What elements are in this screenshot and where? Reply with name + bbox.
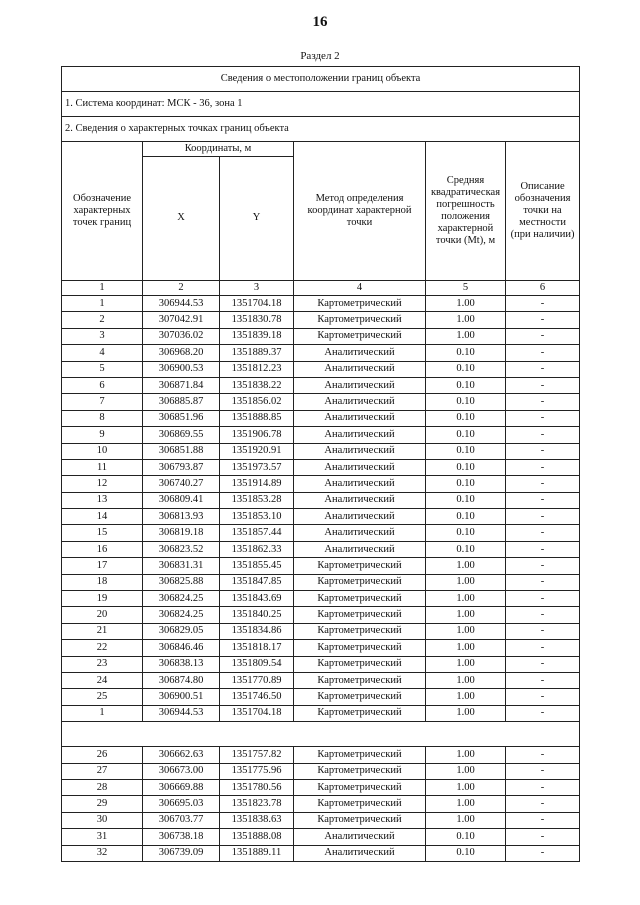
cell-method: Картометрический [294,779,426,795]
coordinate-system-text: 1. Система координат: МСК - 36, зона 1 [62,92,580,117]
cell-point-number: 32 [62,845,143,861]
cell-description: - [506,394,580,410]
coordinate-system-row [62,92,580,117]
cell-description: - [506,574,580,590]
cell-point-number: 21 [62,623,143,639]
cell-x: 306738.18 [143,829,220,845]
cell-accuracy: 0.10 [426,410,506,426]
cell-method: Аналитический [294,525,426,541]
cell-point-number: 9 [62,427,143,443]
cell-description: - [506,361,580,377]
cell-description: - [506,656,580,672]
header-row-1 [62,142,580,157]
cell-method: Аналитический [294,829,426,845]
table-row [62,796,580,812]
cell-point-number: 18 [62,574,143,590]
cell-y: 1351857.44 [220,525,294,541]
cell-x: 306831.31 [143,558,220,574]
cell-point-number: 20 [62,607,143,623]
cell-description: - [506,509,580,525]
cell-point-number: 8 [62,410,143,426]
cell-accuracy: 1.00 [426,779,506,795]
cell-y: 1351823.78 [220,796,294,812]
cell-x: 306695.03 [143,796,220,812]
table-row [62,574,580,590]
table-row [62,410,580,426]
cell-x: 306885.87 [143,394,220,410]
cell-point-number: 24 [62,672,143,688]
table-row [62,558,580,574]
cell-x: 306824.25 [143,607,220,623]
cell-method: Картометрический [294,591,426,607]
cell-method: Аналитический [294,410,426,426]
cell-method: Картометрический [294,328,426,344]
cell-method: Картометрический [294,607,426,623]
cell-x: 306869.55 [143,427,220,443]
cell-method: Картометрический [294,796,426,812]
header-method: Метод определения координат характерной точки [294,142,426,281]
cell-y: 1351809.54 [220,656,294,672]
cell-x: 306829.05 [143,623,220,639]
cell-accuracy: 0.10 [426,476,506,492]
cell-description: - [506,845,580,861]
cell-point-number: 27 [62,763,143,779]
table-row [62,312,580,328]
cell-point-number: 17 [62,558,143,574]
cell-y: 1351888.08 [220,829,294,845]
header-coordinates: Координаты, м [143,142,294,157]
cell-method: Картометрический [294,640,426,656]
cell-x: 306871.84 [143,377,220,393]
cell-y: 1351839.18 [220,328,294,344]
cell-description: - [506,689,580,705]
table-row [62,689,580,705]
cell-point-number: 16 [62,541,143,557]
cell-method: Аналитический [294,443,426,459]
cell-point-number: 14 [62,509,143,525]
cell-x: 306838.13 [143,656,220,672]
cell-accuracy: 1.00 [426,607,506,623]
table-row [62,845,580,861]
cell-method: Картометрический [294,558,426,574]
cell-x: 306819.18 [143,525,220,541]
cell-accuracy: 1.00 [426,796,506,812]
cell-description: - [506,779,580,795]
cell-method: Картометрический [294,747,426,763]
table-row [62,763,580,779]
cell-x: 306669.88 [143,779,220,795]
cell-description: - [506,640,580,656]
cell-point-number: 2 [62,312,143,328]
cell-y: 1351855.45 [220,558,294,574]
cell-method: Аналитический [294,492,426,508]
cell-description: - [506,525,580,541]
cell-x: 306900.51 [143,689,220,705]
cell-x: 306662.63 [143,747,220,763]
cell-accuracy: 0.10 [426,443,506,459]
cell-description: - [506,459,580,475]
table-row [62,476,580,492]
cell-y: 1351906.78 [220,427,294,443]
cell-description: - [506,492,580,508]
cell-point-number: 28 [62,779,143,795]
cell-x: 306851.88 [143,443,220,459]
cell-description: - [506,328,580,344]
cell-method: Аналитический [294,476,426,492]
cell-point-number: 12 [62,476,143,492]
cell-method: Картометрический [294,689,426,705]
column-number: 4 [294,281,426,296]
table-row [62,829,580,845]
table-row [62,394,580,410]
table-row [62,623,580,639]
table-row [62,377,580,393]
cell-y: 1351838.63 [220,812,294,828]
cell-x: 306739.09 [143,845,220,861]
cell-accuracy: 1.00 [426,312,506,328]
cell-accuracy: 1.00 [426,763,506,779]
cell-y: 1351862.33 [220,541,294,557]
table-row [62,591,580,607]
cell-accuracy: 1.00 [426,328,506,344]
cell-x: 306846.46 [143,640,220,656]
cell-description: - [506,443,580,459]
cell-accuracy: 1.00 [426,705,506,721]
cell-method: Картометрический [294,312,426,328]
cell-accuracy: 0.10 [426,845,506,861]
column-numbers-row [62,281,580,296]
cell-y: 1351834.86 [220,623,294,639]
cell-point-number: 26 [62,747,143,763]
table-title-row [62,67,580,92]
cell-accuracy: 0.10 [426,525,506,541]
cell-y: 1351856.02 [220,394,294,410]
cell-accuracy: 1.00 [426,296,506,312]
cell-x: 306809.41 [143,492,220,508]
boundary-points-table [61,66,580,862]
separator-cell [62,722,580,747]
cell-accuracy: 1.00 [426,623,506,639]
cell-point-number: 15 [62,525,143,541]
cell-y: 1351704.18 [220,296,294,312]
header-designation: Обозначение характерных точек границ [62,142,143,281]
cell-method: Аналитический [294,427,426,443]
cell-description: - [506,312,580,328]
cell-method: Картометрический [294,623,426,639]
cell-point-number: 31 [62,829,143,845]
cell-x: 307036.02 [143,328,220,344]
table-row [62,492,580,508]
cell-accuracy: 1.00 [426,574,506,590]
table-row [62,328,580,344]
cell-point-number: 30 [62,812,143,828]
cell-description: - [506,427,580,443]
table-row [62,443,580,459]
cell-y: 1351888.85 [220,410,294,426]
cell-accuracy: 1.00 [426,558,506,574]
cell-x: 306793.87 [143,459,220,475]
column-number: 6 [506,281,580,296]
column-number: 3 [220,281,294,296]
cell-x: 306740.27 [143,476,220,492]
cell-method: Картометрический [294,296,426,312]
cell-description: - [506,672,580,688]
table-row [62,607,580,623]
table-row [62,345,580,361]
cell-y: 1351920.91 [220,443,294,459]
cell-description: - [506,812,580,828]
cell-y: 1351843.69 [220,591,294,607]
cell-description: - [506,296,580,312]
table-row [62,427,580,443]
cell-method: Картометрический [294,656,426,672]
cell-accuracy: 1.00 [426,747,506,763]
header-accuracy: Средняя квадратическая погрешность положения характерной точки (Mt), м [426,142,506,281]
cell-x: 306813.93 [143,509,220,525]
cell-point-number: 5 [62,361,143,377]
cell-y: 1351853.10 [220,509,294,525]
table-row [62,459,580,475]
cell-accuracy: 0.10 [426,427,506,443]
cell-y: 1351973.57 [220,459,294,475]
cell-y: 1351757.82 [220,747,294,763]
page-number: 16 [312,14,328,30]
table-row [62,296,580,312]
cell-y: 1351746.50 [220,689,294,705]
cell-description: - [506,591,580,607]
cell-point-number: 13 [62,492,143,508]
cell-description: - [506,747,580,763]
cell-x: 306673.00 [143,763,220,779]
cell-point-number: 6 [62,377,143,393]
column-number: 1 [62,281,143,296]
cell-method: Аналитический [294,345,426,361]
cell-accuracy: 0.10 [426,361,506,377]
cell-point-number: 4 [62,345,143,361]
column-number: 5 [426,281,506,296]
cell-x: 306968.20 [143,345,220,361]
cell-y: 1351812.23 [220,361,294,377]
cell-description: - [506,796,580,812]
table-row [62,812,580,828]
cell-point-number: 22 [62,640,143,656]
cell-y: 1351889.11 [220,845,294,861]
table-row [62,747,580,763]
cell-point-number: 25 [62,689,143,705]
cell-y: 1351775.96 [220,763,294,779]
cell-x: 306874.80 [143,672,220,688]
cell-method: Аналитический [294,509,426,525]
cell-point-number: 11 [62,459,143,475]
separator-row [62,722,580,747]
cell-accuracy: 0.10 [426,459,506,475]
cell-method: Аналитический [294,541,426,557]
cell-description: - [506,377,580,393]
cell-y: 1351840.25 [220,607,294,623]
cell-y: 1351780.56 [220,779,294,795]
cell-x: 306823.52 [143,541,220,557]
cell-accuracy: 0.10 [426,541,506,557]
cell-accuracy: 1.00 [426,812,506,828]
cell-accuracy: 0.10 [426,829,506,845]
table-row [62,705,580,721]
cell-y: 1351853.28 [220,492,294,508]
column-number: 2 [143,281,220,296]
cell-y: 1351847.85 [220,574,294,590]
cell-description: - [506,623,580,639]
cell-accuracy: 0.10 [426,509,506,525]
header-x: X [143,157,220,281]
cell-accuracy: 1.00 [426,672,506,688]
cell-description: - [506,541,580,557]
cell-x: 306824.25 [143,591,220,607]
cell-method: Картометрический [294,672,426,688]
cell-y: 1351770.89 [220,672,294,688]
cell-point-number: 1 [62,705,143,721]
cell-x: 306825.88 [143,574,220,590]
cell-description: - [506,476,580,492]
cell-y: 1351830.78 [220,312,294,328]
table-row [62,779,580,795]
cell-method: Аналитический [294,459,426,475]
cell-accuracy: 1.00 [426,591,506,607]
cell-y: 1351914.89 [220,476,294,492]
cell-y: 1351818.17 [220,640,294,656]
cell-y: 1351889.37 [220,345,294,361]
cell-x: 306851.96 [143,410,220,426]
cell-x: 306944.53 [143,705,220,721]
cell-point-number: 23 [62,656,143,672]
table-row [62,509,580,525]
section-label: Раздел 2 [300,50,340,62]
table-row [62,525,580,541]
cell-x: 306944.53 [143,296,220,312]
cell-x: 306703.77 [143,812,220,828]
table-row [62,672,580,688]
cell-y: 1351704.18 [220,705,294,721]
cell-method: Аналитический [294,394,426,410]
cell-method: Картометрический [294,574,426,590]
cell-point-number: 1 [62,296,143,312]
cell-description: - [506,410,580,426]
cell-method: Картометрический [294,763,426,779]
points-heading-text: 2. Сведения о характерных точках границ объекта [62,117,580,142]
cell-method: Аналитический [294,361,426,377]
cell-accuracy: 0.10 [426,394,506,410]
cell-description: - [506,705,580,721]
table-row [62,640,580,656]
cell-y: 1351838.22 [220,377,294,393]
header-description: Описание обозначения точки на местности (при наличии) [506,142,580,281]
cell-x: 306900.53 [143,361,220,377]
cell-point-number: 3 [62,328,143,344]
cell-method: Аналитический [294,377,426,393]
table-row [62,656,580,672]
cell-point-number: 7 [62,394,143,410]
cell-accuracy: 0.10 [426,492,506,508]
cell-description: - [506,763,580,779]
cell-description: - [506,607,580,623]
cell-method: Аналитический [294,845,426,861]
header-y: Y [220,157,294,281]
cell-x: 307042.91 [143,312,220,328]
cell-point-number: 10 [62,443,143,459]
cell-description: - [506,558,580,574]
cell-description: - [506,829,580,845]
table-title: Сведения о местоположении границ объекта [62,67,580,92]
cell-method: Картометрический [294,812,426,828]
table-row [62,541,580,557]
cell-point-number: 19 [62,591,143,607]
table-row [62,361,580,377]
cell-accuracy: 1.00 [426,656,506,672]
cell-point-number: 29 [62,796,143,812]
cell-description: - [506,345,580,361]
cell-accuracy: 1.00 [426,689,506,705]
cell-accuracy: 0.10 [426,377,506,393]
points-heading-row [62,117,580,142]
cell-method: Картометрический [294,705,426,721]
cell-accuracy: 1.00 [426,640,506,656]
cell-accuracy: 0.10 [426,345,506,361]
